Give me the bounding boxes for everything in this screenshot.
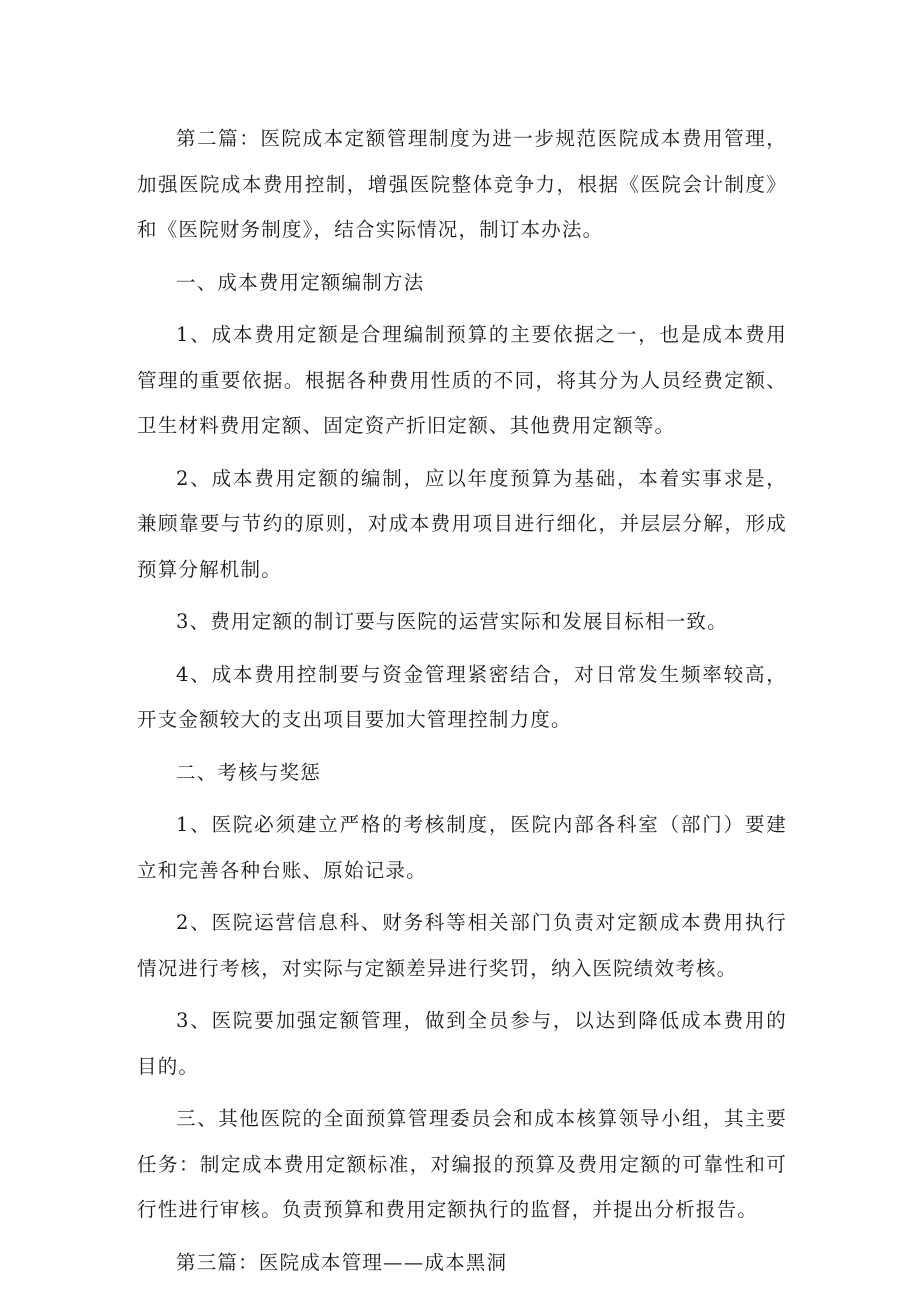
paragraph-2-2: 2、医院运营信息科、财务科等相关部门负责对定额成本费用执行情况进行考核，对实际与定额差异进行奖罚，纳入医院绩效考核。	[137, 911, 787, 980]
paragraph-1-1: 1、成本费用定额是合理编制预算的主要依据之一，也是成本费用管理的重要依据。根据各种费用性质的不同，将其分为人员经费定额、卫生材料费用定额、固定资产折旧定额、其他费用定额等。	[137, 323, 787, 437]
document-body	[137, 116, 787, 1292]
paragraph-1-2: 2、成本费用定额的编制，应以年度预算为基础，本着实事求是，兼顾靠要与节约的原则，对成本费用项目进行细化，并层层分解，形成预算分解机制。	[137, 466, 787, 581]
paragraph-1-4: 4、成本费用控制要与资金管理紧密结合，对日常发生频率较高，开支金额较大的支出项目要加大管理控制力度。	[137, 662, 787, 731]
paragraph-1-3: 3、费用定额的制订要与医院的运营实际和发展目标相一致。	[176, 610, 728, 633]
section-heading-3: 三、其他医院的全面预算管理委员会和成本核算领导小组，其主要任务：制定成本费用定额标准，对编报的预算及费用定额的可靠性和可行性进行审核。负责预算和费用定额执行的监督，并提出分析报告。	[137, 1107, 787, 1221]
section-heading-1: 一、成本费用定额编制方法	[176, 270, 425, 294]
paragraph-2-1: 1、医院必须建立严格的考核制度，医院内部各科室（部门）要建立和完善各种台账、原始记录。	[137, 813, 787, 882]
section-heading-2: 二、考核与奖惩	[176, 760, 321, 784]
chapter-heading-3: 第三篇：医院成本管理——成本黑洞	[176, 1250, 508, 1274]
paragraph-intro: 第二篇：医院成本定额管理制度为进一步规范医院成本费用管理，加强医院成本费用控制，增强医院整体竞争力，根据《医院会计制度》和《医院财务制度》，结合实际情况，制订本办法。	[137, 127, 787, 241]
paragraph-2-3: 3、医院要加强定额管理，做到全员参与，以达到降低成本费用的目的。	[137, 1009, 787, 1078]
